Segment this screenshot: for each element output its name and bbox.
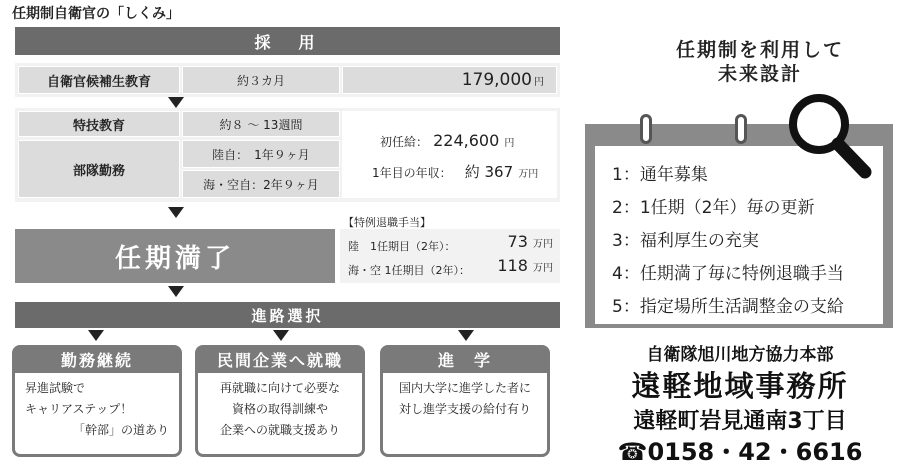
path-body (380, 373, 550, 457)
path-box-shingaku (380, 345, 550, 457)
path-line: 資格の取得訓練や (231, 402, 328, 416)
arrow-down-icon (273, 330, 289, 341)
feature-item: 1：通年募集 (612, 165, 708, 185)
page-title: 任期制自衛官の「しくみ」 (12, 6, 180, 22)
right-heading-line2: 未来設計 (717, 63, 802, 85)
tokugi-duration: 約８ 〜 13週間 (182, 111, 340, 137)
path-line: 再就職に向けて必要な (219, 381, 340, 395)
starting-salary-label: 初任給： (380, 135, 429, 149)
arrow-down-icon (458, 330, 474, 341)
special-row-riku-label: 陸 1任期目（2年）： (348, 240, 456, 253)
starting-salary-unit: 円 (504, 138, 515, 149)
feature-item: 5：指定場所生活調整金の支給 (612, 297, 844, 317)
right-heading-line1: 任期制を利用して (675, 39, 844, 61)
arrow-down-icon (88, 330, 104, 341)
annual-income-label: 1年目の年収： (372, 166, 452, 180)
office-org: 自衛隊旭川地方協力本部 (646, 345, 834, 365)
path-line: キャリアステップ！ (25, 402, 133, 416)
office-address: 遠軽町岩見通南3丁目 (633, 409, 847, 434)
special-row-kaiku (348, 256, 553, 278)
feature-item: 4：任期満了毎に特例退職手当 (612, 264, 844, 284)
special-row-kaiku-label: 海・空 1任期目（2年）： (348, 264, 470, 277)
path-line: 企業への就職支援あり (219, 423, 340, 437)
arrow-down-icon (168, 97, 184, 108)
binder-ring-icon (640, 114, 652, 144)
arrow-down-icon (168, 286, 184, 297)
special-row-riku (348, 232, 553, 254)
butai-kaiku: 海・空自：2年９ヶ月 (182, 170, 340, 198)
training-pay (342, 66, 557, 94)
office-name: 遠軽地域事務所 (631, 369, 849, 403)
path-title: 勤務継続 (12, 345, 182, 373)
starting-salary-value: 224,600 (433, 131, 500, 150)
feature-item: 2：1任期（2年）毎の更新 (612, 198, 815, 218)
recruitment-bar: 採 用 (15, 27, 560, 55)
annual-income-unit: 万円 (518, 169, 539, 180)
magnifier-icon (785, 88, 875, 180)
path-box-minkan (195, 345, 365, 457)
path-title: 民間企業へ就職 (195, 345, 365, 373)
training-pay-unit: 円 (534, 76, 544, 88)
butai-label: 部隊勤務 (18, 140, 180, 198)
path-body (195, 373, 365, 457)
service-block (15, 108, 560, 202)
training-row (15, 63, 560, 97)
path-line: 「幹部」の道あり (73, 423, 170, 437)
path-body (12, 373, 182, 457)
special-row-kaiku-unit: 万円 (533, 263, 553, 274)
path-title: 進 学 (380, 345, 550, 373)
annual-income (372, 161, 538, 182)
special-row-riku-unit: 万円 (533, 239, 553, 250)
annual-income-value: 約 367 (464, 163, 514, 181)
path-line: 昇進試験で (25, 381, 86, 395)
ninki-manryo-bar: 任期満了 (15, 229, 335, 283)
training-label: 自衛官候補生教育 (18, 66, 180, 94)
special-panel (340, 229, 560, 283)
path-line: 対し進学支援の給付有り (398, 402, 531, 416)
path-box-kinmu (12, 345, 182, 457)
starting-salary (380, 131, 514, 150)
butai-riku: 陸自： 1年９ヶ月 (182, 140, 340, 168)
binder-ring-icon (735, 114, 747, 144)
special-heading: 【特例退職手当】 (343, 216, 431, 229)
right-heading (640, 38, 880, 86)
training-pay-value: 179,000 (461, 70, 532, 90)
arrow-down-icon (168, 207, 184, 218)
special-row-riku-value: 73 (507, 232, 528, 251)
path-line: 国内大学に進学した者に (398, 381, 531, 395)
salary-panel (342, 111, 557, 198)
tokugi-label: 特技教育 (18, 111, 180, 137)
office-tel: ☎0158・42・6616 (617, 438, 863, 466)
special-row-kaiku-value: 118 (497, 256, 528, 275)
feature-item: 3：福利厚生の充実 (612, 231, 759, 251)
career-choice-bar: 進路選択 (15, 302, 560, 328)
training-duration: 約３カ月 (182, 66, 340, 94)
